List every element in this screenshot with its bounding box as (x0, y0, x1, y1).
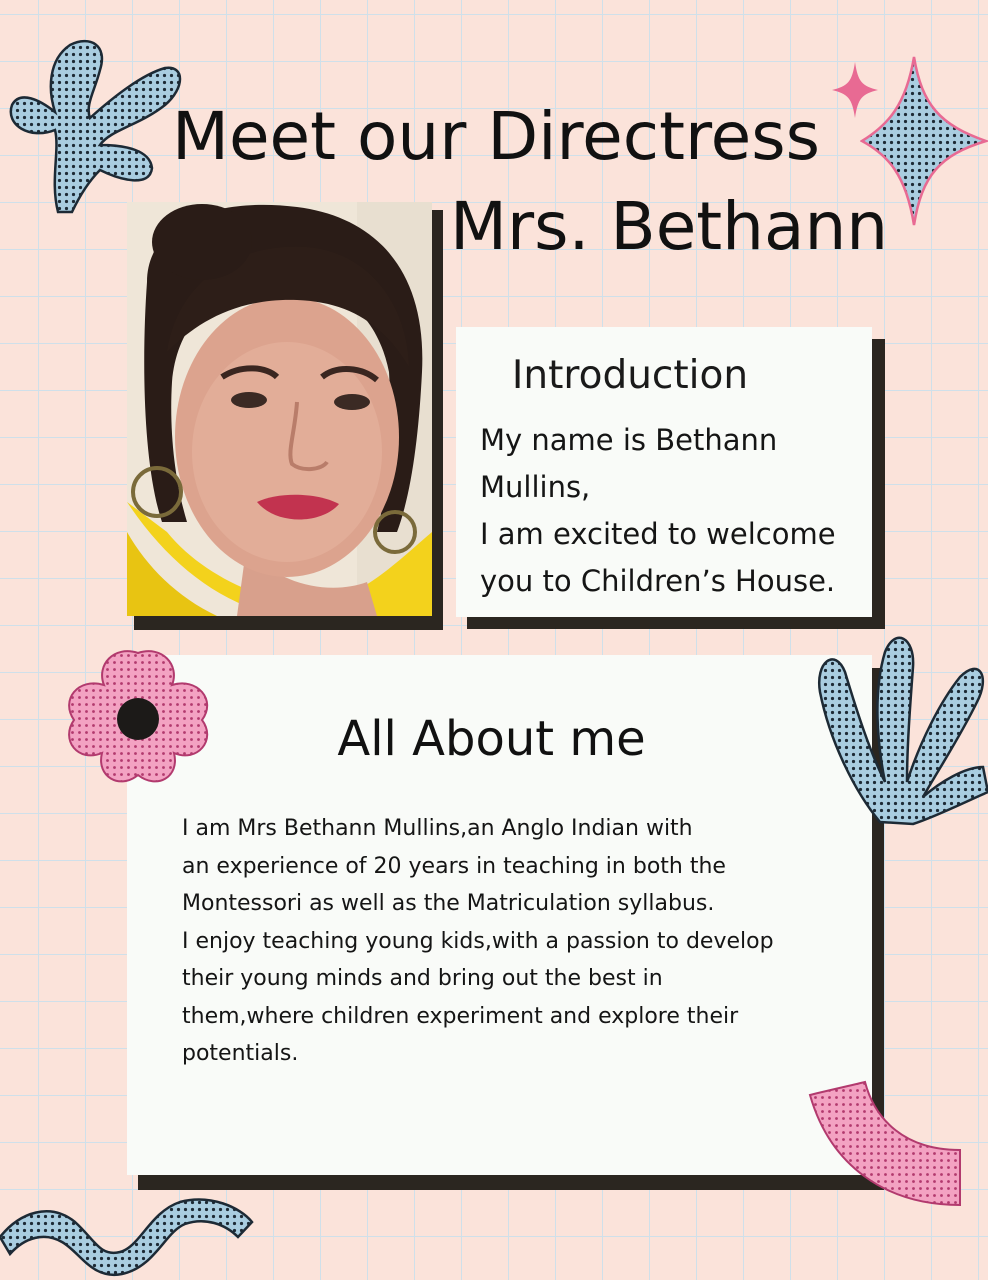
intro-line: I am excited to welcome (480, 517, 836, 551)
about-line: I enjoy teaching young kids,with a passion to develop (182, 928, 774, 954)
intro-line: you to Children’s House. (480, 564, 836, 598)
page-title-line-2: Mrs. Bethann (450, 188, 889, 265)
intro-line: Mullins, (480, 470, 591, 504)
blue-dotted-leaf-icon (0, 30, 190, 215)
portrait-image (127, 202, 432, 616)
pink-dotted-arc-icon (805, 1080, 965, 1208)
intro-text (480, 417, 870, 605)
about-line: potentials. (182, 1041, 299, 1066)
blue-dotted-wave-icon (0, 1192, 255, 1280)
about-line: their young minds and bring out the best in (182, 966, 663, 991)
about-line: them,where children experiment and explore their (182, 1003, 739, 1029)
about-card (127, 655, 872, 1175)
about-line: I am Mrs Bethann Mullins,an Anglo Indian with (182, 816, 693, 841)
blue-dotted-leaf-fan-icon (815, 632, 988, 828)
about-line: Montessori as well as the Matriculation syllabus. (182, 891, 715, 916)
about-heading: All About me (337, 711, 646, 767)
about-text (182, 810, 862, 1073)
page-title-line-1: Meet our Directress (172, 98, 821, 175)
intro-card (456, 327, 872, 617)
director-photo (127, 202, 432, 616)
intro-heading: Introduction (511, 353, 749, 398)
intro-line: My name is Bethann (480, 423, 778, 457)
about-line: an experience of 20 years in teaching in both the (182, 853, 726, 879)
pink-dotted-flower-icon (62, 645, 214, 790)
